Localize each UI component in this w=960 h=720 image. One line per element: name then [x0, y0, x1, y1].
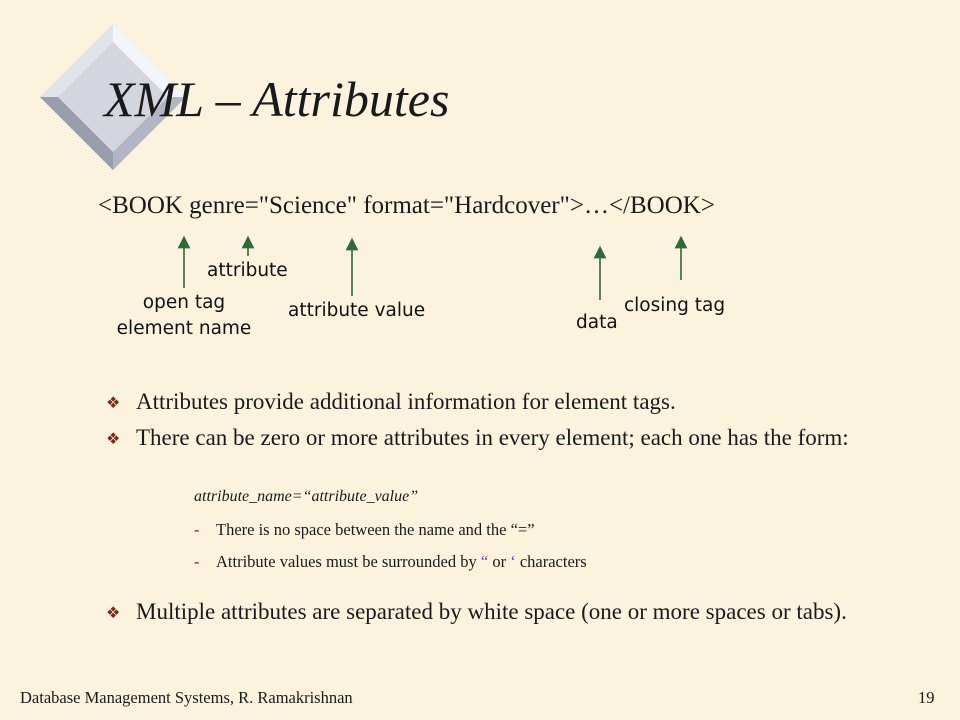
form-example: attribute_name=“attribute_value” — [194, 488, 419, 505]
sub-point-text: or — [488, 552, 511, 571]
double-quote-char: “ — [480, 552, 489, 571]
slide-title: XML – Attributes — [104, 71, 450, 127]
sub-point-surround — [194, 552, 587, 572]
diamond-bullet-icon: ❖ — [106, 603, 121, 622]
code-example: <BOOK genre="Science" format="Hardcover">…</BOOK> — [98, 192, 715, 219]
diamond-bullet-icon: ❖ — [106, 393, 121, 412]
dash-marker: - — [194, 552, 200, 571]
bullet-text: Attributes provide additional information for element tags. — [136, 389, 676, 414]
label-open-tag: open tag — [142, 292, 226, 313]
sub-point-no-space — [194, 520, 535, 540]
label-data: data — [576, 312, 618, 333]
single-quote-char: ‘ — [510, 552, 516, 571]
quoted-equals: “=” — [510, 520, 535, 539]
label-element-name: element name — [116, 318, 252, 339]
sub-point-text: There is no space between the name and the — [216, 520, 511, 539]
page-number: 19 — [918, 688, 935, 707]
sub-point-text: Attribute values must be surrounded by — [216, 552, 481, 571]
label-closing-tag: closing tag — [624, 295, 726, 316]
dash-marker: - — [194, 520, 200, 539]
bullet-text: There can be zero or more attributes in every element; each one has the form: — [136, 425, 849, 450]
label-attribute: attribute — [207, 260, 288, 281]
sub-point-text: characters — [515, 552, 587, 571]
bullet-text: Multiple attributes are separated by white space (one or more spaces or tabs). — [136, 599, 847, 624]
label-attribute-value: attribute value — [288, 300, 426, 321]
footer-course: Database Management Systems, R. Ramakrishnan — [20, 688, 353, 707]
diamond-bullet-icon: ❖ — [106, 429, 121, 448]
